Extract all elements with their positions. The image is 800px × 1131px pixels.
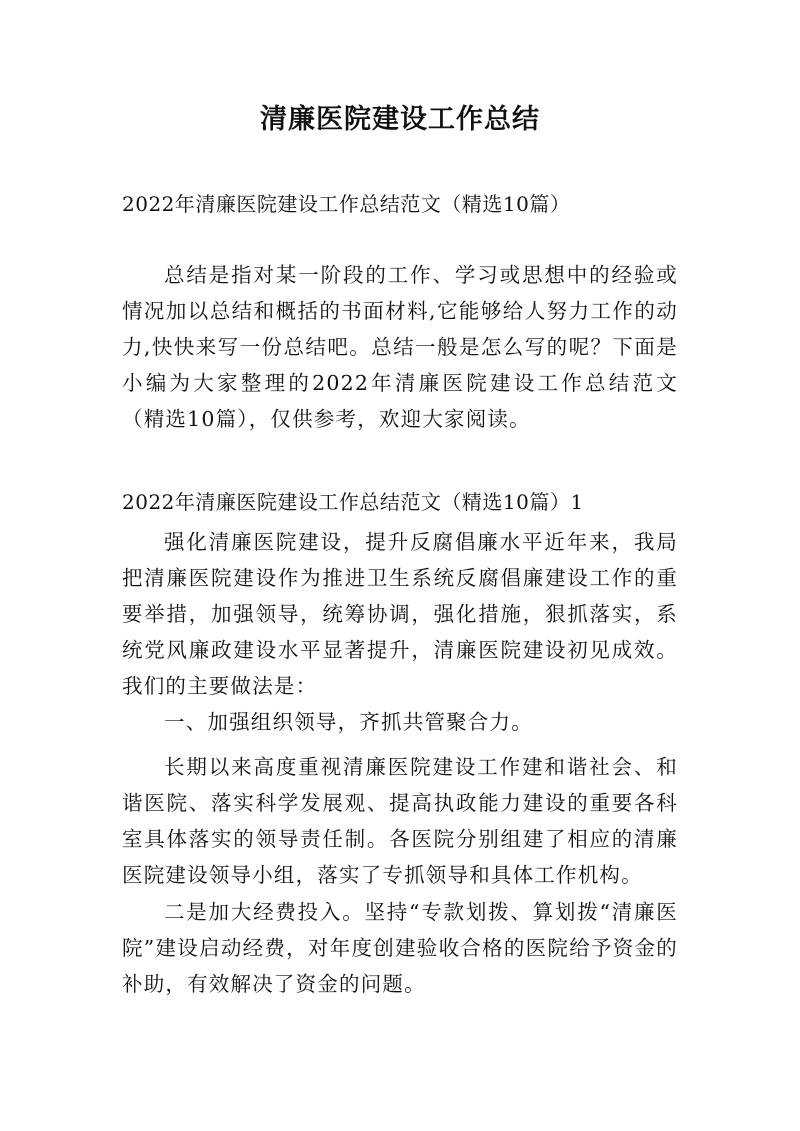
section-heading: 2022年清廉医院建设工作总结范文（精选10篇）1 xyxy=(122,490,584,514)
document-title: 清廉医院建设工作总结 xyxy=(260,104,540,135)
body-paragraph-3: 长期以来高度重视清廉医院建设工作建和谐社会、和谐医院、落实科学发展观、提高执政能力建设的重要各科室具体落实的领导责任制。各医院分别组建了相应的清廉医院建设领导小组，落实了专抓领导和具体工作机构。 xyxy=(122,755,678,887)
body-paragraph-2: 一、加强组织领导，齐抓共管聚合力。 xyxy=(164,710,533,734)
document-subtitle: 2022年清廉医院建设工作总结范文（精选10篇） xyxy=(122,192,571,216)
body-paragraph-1: 强化清廉医院建设，提升反腐倡廉水平近年来，我局把清廉医院建设作为推进卫生系统反腐倡廉建设工作的重要举措，加强领导，统筹协调，强化措施，狠抓落实，系统党风廉政建设水平显著提升，清廉医院建设初见成效。我们的主要做法是： xyxy=(122,530,678,698)
intro-paragraph: 总结是指对某一阶段的工作、学习或思想中的经验或情况加以总结和概括的书面材料,它能够给人努力工作的动力,快快来写一份总结吧。总结一般是怎么写的呢？下面是小编为大家整理的2022年清廉医院建设工作总结范文（精选10篇），仅供参考，欢迎大家阅读。 xyxy=(122,263,678,431)
body-paragraph-4: 二是加大经费投入。坚持“专款划拨、算划拨“清廉医院”建设启动经费，对年度创建验收合格的医院给予资金的补助，有效解决了资金的问题。 xyxy=(122,900,678,996)
